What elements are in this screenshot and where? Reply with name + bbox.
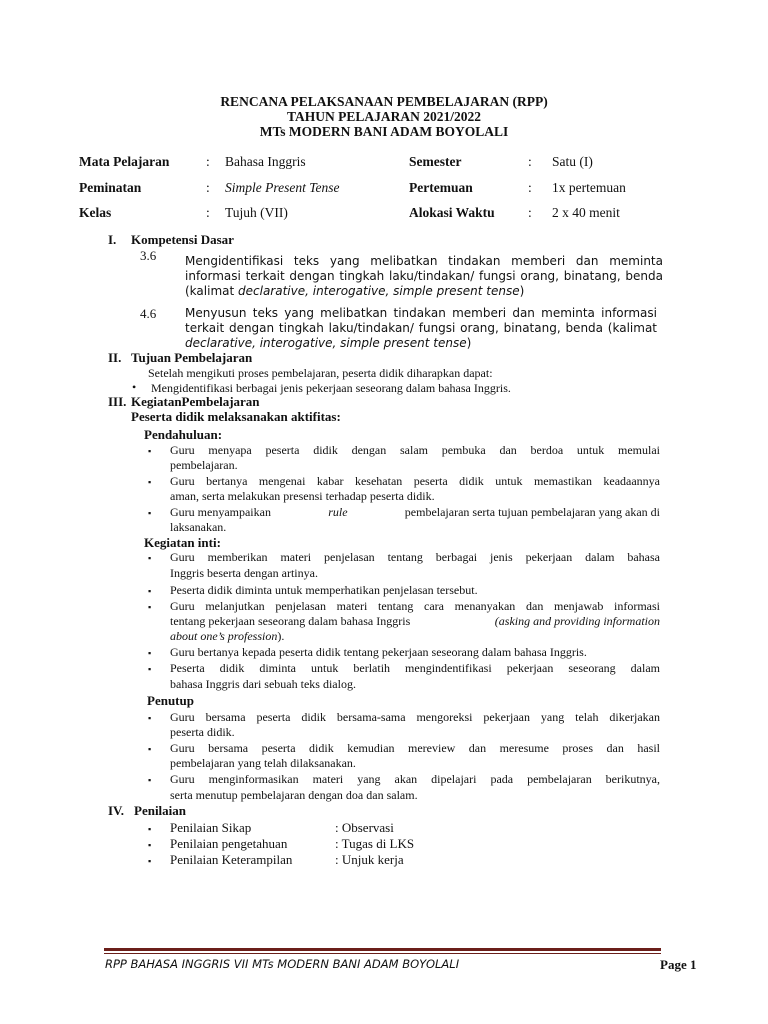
pertemuan-value: 1x pertemuan bbox=[552, 180, 626, 195]
penilaian-label: Penilaian pengetahuan bbox=[170, 836, 288, 851]
list-line: Guru melanjutkan penjelasan materi tentang cara menanyakan dan menjawab informasi bbox=[170, 599, 660, 613]
bullet: ▪ bbox=[148, 553, 152, 563]
bullet: ▪ bbox=[148, 713, 152, 723]
list-line: Peserta didik diminta untuk berlatih mengindentifikasi pekerjaan seseorang dalam bbox=[170, 661, 660, 675]
bullet: ▪ bbox=[148, 856, 152, 866]
list-line: Guru bertanya kepada peserta didik tentang pekerjaan seseorang dalam bahasa Inggris. bbox=[170, 645, 587, 659]
alokasi-value: 2 x 40 menit bbox=[552, 205, 620, 220]
peminatan-label: Peminatan bbox=[79, 180, 142, 195]
penilaian-value: : Observasi bbox=[335, 820, 394, 835]
peminatan-value: Simple Present Tense bbox=[225, 180, 340, 195]
penilaian-value: : Tugas di LKS bbox=[335, 836, 415, 851]
bullet: ▪ bbox=[148, 824, 152, 834]
list-line: Guru bertanya mengenai kabar kesehatan peserta didik untuk memastikan keadaannya bbox=[170, 474, 660, 488]
kd-number: 3.6 bbox=[140, 248, 157, 263]
section-number: I. bbox=[108, 232, 117, 247]
pertemuan-label: Pertemuan bbox=[409, 180, 473, 195]
bullet: ▪ bbox=[148, 840, 152, 850]
doc-title: RENCANA PELAKSANAAN PEMBELAJARAN (RPP) bbox=[220, 94, 548, 109]
section-title: Kompetensi Dasar bbox=[131, 232, 234, 247]
footer-text: RPP BAHASA INGGRIS VII MTs MODERN BANI ADAM BOYOLALI bbox=[105, 957, 460, 971]
doc-subtitle-year: TAHUN PELAJARAN 2021/2022 bbox=[286, 109, 481, 124]
list-line: bahasa Inggris dari sebuah teks dialog. bbox=[170, 677, 356, 691]
list-line: pembelajaran. bbox=[170, 458, 238, 472]
semester-value: Satu (I) bbox=[552, 154, 593, 169]
bullet: ▪ bbox=[148, 586, 152, 596]
list-line: laksanakan. bbox=[170, 520, 227, 534]
pendahuluan-title: Pendahuluan: bbox=[144, 427, 223, 442]
footer-rule bbox=[104, 948, 661, 951]
penutup-title: Penutup bbox=[147, 693, 194, 708]
kd-text-line: (kalimat declarative, interogative, simple present tense) bbox=[185, 284, 525, 298]
kd-text-line: Menyusun teks yang melibatkan tindakan memberi dan meminta informasi bbox=[185, 306, 657, 320]
section-number: IV. bbox=[108, 803, 125, 818]
section-title: Tujuan Pembelajaran bbox=[131, 350, 253, 365]
list-line: Guru menyapa peserta didik dengan salam pembuka dan berdoa untuk memulai bbox=[170, 443, 660, 457]
kd-text-line: declarative, interogative, simple present tense) bbox=[185, 336, 472, 350]
bullet: ▪ bbox=[148, 664, 152, 674]
mapel-value: Bahasa Inggris bbox=[225, 154, 306, 169]
list-line: Peserta didik diminta untuk memperhatikan penjelasan tersebut. bbox=[170, 583, 478, 597]
kelas-label: Kelas bbox=[79, 205, 112, 220]
bullet: ▪ bbox=[148, 775, 152, 785]
kd-text-line: Mengidentifikasi teks yang melibatkan tindakan memberi dan meminta bbox=[185, 254, 663, 268]
list-line: pembelajaran yang telah dilaksanakan. bbox=[170, 756, 356, 770]
tujuan-item: Mengidentifikasi berbagai jenis pekerjaan seseorang dalam bahasa Inggris. bbox=[151, 381, 511, 395]
colon: : bbox=[206, 154, 210, 169]
list-line: Guru menyampaikan rule pembelajaran serta tujuan pembelajaran yang akan di bbox=[170, 505, 660, 519]
penilaian-label: Penilaian Sikap bbox=[170, 820, 252, 835]
list-line: peserta didik. bbox=[170, 725, 235, 739]
bullet: • bbox=[132, 380, 137, 394]
kd-text-line: informasi terkait dengan tingkah laku/tindakan/ fungsi orang, binatang, benda bbox=[185, 269, 663, 283]
bullet: ▪ bbox=[148, 477, 152, 487]
list-line: Inggris beserta dengan artinya. bbox=[170, 566, 318, 580]
penilaian-label: Penilaian Keterampilan bbox=[170, 852, 293, 867]
kegiatan-inti-title: Kegiatan inti: bbox=[144, 535, 221, 550]
section-title: Penilaian bbox=[134, 803, 187, 818]
colon: : bbox=[528, 154, 532, 169]
list-line: serta menutup pembelajaran dengan doa dan salam. bbox=[170, 788, 418, 802]
section-number: III. bbox=[108, 394, 127, 409]
colon: : bbox=[206, 180, 210, 195]
bullet: ▪ bbox=[148, 508, 152, 518]
colon: : bbox=[528, 205, 532, 220]
alokasi-label: Alokasi Waktu bbox=[409, 205, 495, 220]
penilaian-value: : Unjuk kerja bbox=[335, 852, 404, 867]
colon: : bbox=[528, 180, 532, 195]
list-line: Guru bersama peserta didik kemudian mereview dan meresume proses dan hasil bbox=[170, 741, 660, 755]
kelas-value: Tujuh (VII) bbox=[225, 205, 288, 220]
kd-number: 4.6 bbox=[140, 306, 157, 321]
bullet: ▪ bbox=[148, 744, 152, 754]
kegiatan-subtitle: Peserta didik melaksanakan aktifitas: bbox=[131, 409, 341, 424]
bullet: ▪ bbox=[148, 602, 152, 612]
list-line: Guru menginformasikan materi yang akan dipelajari pada pembelajaran berikutnya, bbox=[170, 772, 660, 786]
list-line: Guru bersama peserta didik bersama-sama mengoreksi pekerjaan yang telah dikerjakan bbox=[170, 710, 660, 724]
list-line: Guru memberikan materi penjelasan tentang berbagai jenis pekerjaan dalam bahasa bbox=[170, 550, 660, 564]
mapel-label: Mata Pelajaran bbox=[79, 154, 170, 169]
list-line: aman, serta melakukan presensi terhadap peserta didik. bbox=[170, 489, 435, 503]
bullet: ▪ bbox=[148, 648, 152, 658]
colon: : bbox=[206, 205, 210, 220]
list-line: tentang pekerjaan seseorang dalam bahasa Inggris (asking and providing information bbox=[170, 614, 660, 628]
list-line: about one’s profession). bbox=[170, 629, 285, 643]
section-title: KegiatanPembelajaran bbox=[131, 394, 260, 409]
tujuan-intro: Setelah mengikuti proses pembelajaran, peserta didik diharapkan dapat: bbox=[148, 366, 493, 380]
page-number: Page 1 bbox=[660, 957, 697, 972]
doc-subtitle-school: MTs MODERN BANI ADAM BOYOLALI bbox=[259, 124, 509, 139]
section-number: II. bbox=[108, 350, 122, 365]
bullet: ▪ bbox=[148, 446, 152, 456]
kd-text-line: terkait dengan tingkah laku/tindakan/ fungsi orang, binatang, benda (kalimat bbox=[185, 321, 657, 335]
footer-rule-thin bbox=[104, 953, 661, 954]
semester-label: Semester bbox=[409, 154, 462, 169]
